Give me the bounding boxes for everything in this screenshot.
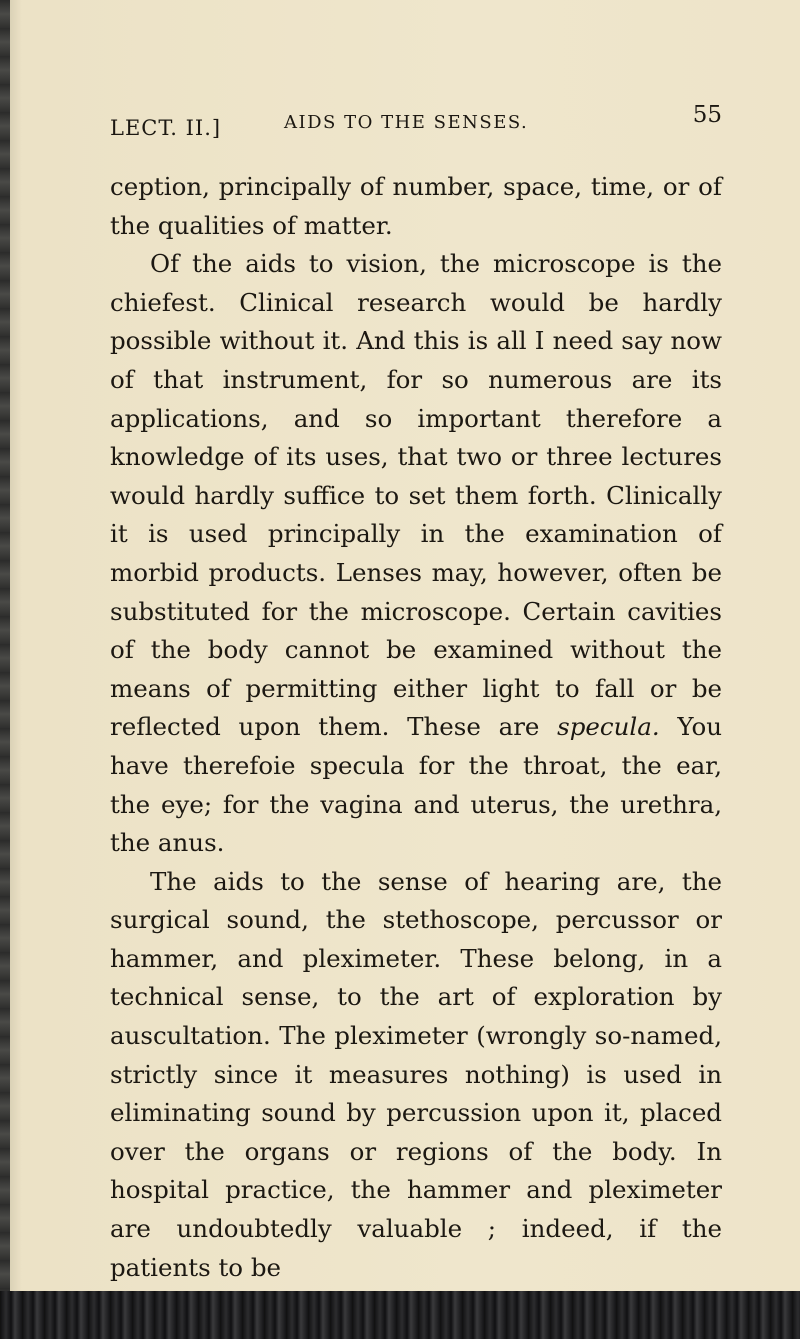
lecture-label: LECT. II.] (110, 116, 222, 140)
book-binding-edge (0, 0, 10, 1339)
running-header (110, 102, 722, 142)
body-text (110, 168, 722, 1287)
scan-bottom-edge (0, 1291, 800, 1339)
page-number: 55 (692, 102, 722, 128)
paragraph-continuation: ception, principally of number, space, time, or of the qualities of matter. (110, 172, 722, 240)
paragraph-vision: Of the aids to vision, the microscope is the chiefest. Clinical research would be hardly possible without it. And this is all I need say now of that instrument, for so numerous are its applications, and so important therefore a knowledge of its uses, that two or three lectures would hardly suffice to set them forth. Clinically it is used principally in the examination of morbid products. Lenses may, however, often be substituted for the microscope. Certain cavities of the body cannot be examined without the means of permitting either light to fall or be reflected upon them. These are specula. You have therefoie specula for the throat, the ear, the eye; for the vagina and uterus, the urethra, the anus. (110, 249, 722, 858)
running-title: AIDS TO THE SENSES. (284, 112, 529, 133)
paragraph-hearing: The aids to the sense of hearing are, the surgical sound, the stethoscope, percussor or hammer, and pleximeter. These belong, in a technical sense, to the art of exploration by auscultation. The pleximeter (wrongly so-named, strictly since it measures nothing) is used in eliminating sound by percussion upon it, placed over the organs or regions of the body. In hospital practice, the hammer and pleximeter are undoubtedly valuable ; indeed, if the patients to be (110, 866, 722, 1282)
italic-term: specula. (557, 712, 660, 742)
